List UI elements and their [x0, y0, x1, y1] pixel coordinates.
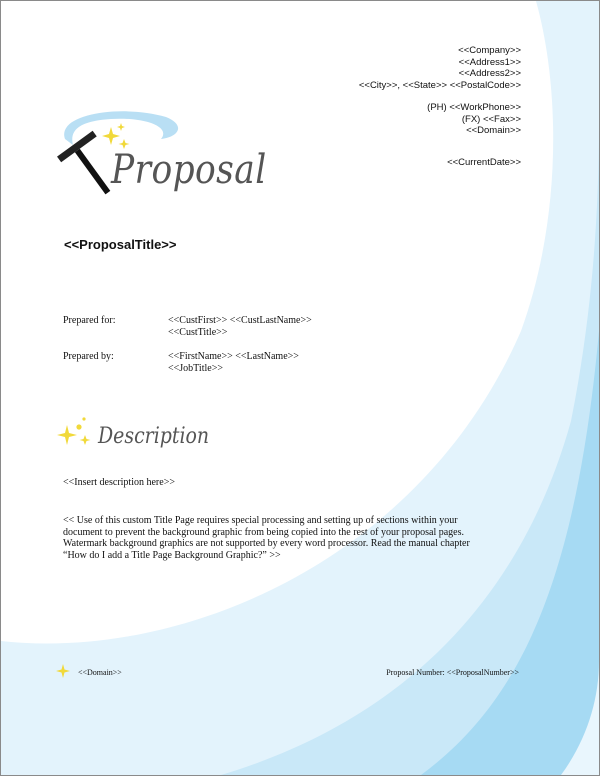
- customer-name: <<CustFirst>> <<CustLastName>>: [168, 315, 312, 326]
- footer-domain: <<Domain>>: [78, 668, 122, 677]
- sparkle-icon: [53, 413, 103, 453]
- address1: <<Address1>>: [458, 56, 521, 68]
- prepared-for-label: Prepared for:: [63, 315, 116, 326]
- instruction-note: << Use of this custom Title Page requires special processing and setting up of sections within your document to prevent the background graphic from being copied into the rest of your proposal pages. Watermark background graphics are not supported by every word processor. Read the manual chapter “How do I add a Title Page Background Graphic?” >>: [63, 515, 470, 561]
- address2: <<Address2>>: [458, 68, 521, 79]
- prepared-by-label: Prepared by:: [63, 351, 114, 362]
- work-phone: (PH) <<WorkPhone>>: [427, 102, 521, 113]
- prepared-by-value: [168, 351, 299, 375]
- author-title: <<JobTitle>>: [168, 363, 223, 374]
- proposal-title: <<ProposalTitle>>: [64, 237, 177, 252]
- footer-sparkle-icon: [56, 664, 70, 678]
- company: <<Company>>: [458, 45, 521, 56]
- company-header: [359, 45, 521, 168]
- prepared-for-value: [168, 315, 312, 339]
- logo-text: Proposal: [111, 147, 267, 193]
- fax: (FX) <<Fax>>: [461, 113, 521, 125]
- customer-title: <<CustTitle>>: [168, 327, 228, 338]
- description-heading: Description: [98, 424, 210, 449]
- current-date: <<CurrentDate>>: [447, 156, 521, 168]
- author-name: <<FirstName>> <<LastName>>: [168, 351, 299, 362]
- city-state-zip: <<City>>, <<State>> <<PostalCode>>: [358, 79, 521, 91]
- description-placeholder: <<Insert description here>>: [63, 477, 175, 488]
- proposal-number: Proposal Number: <<ProposalNumber>>: [386, 668, 519, 677]
- domain: <<Domain>>: [466, 125, 521, 136]
